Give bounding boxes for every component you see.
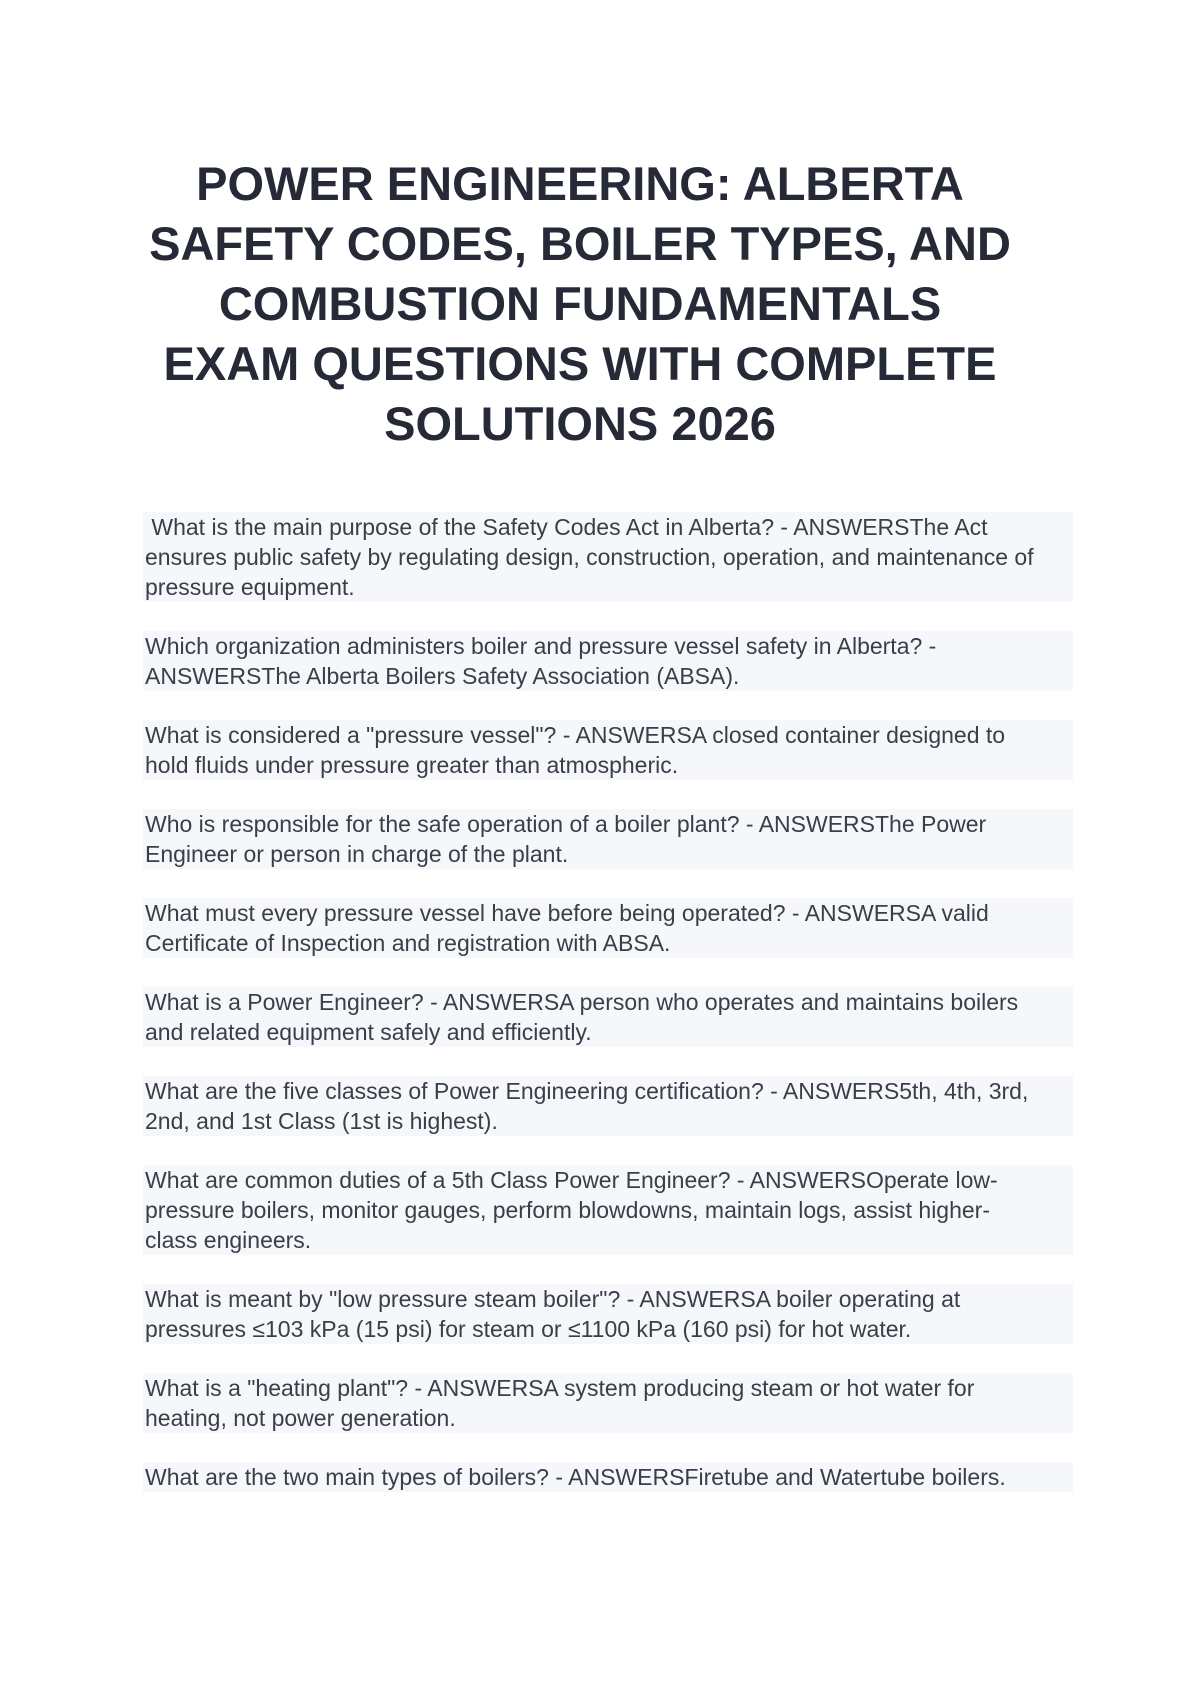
question-answer-item: What are common duties of a 5th Class Power Engineer? - ANSWERSOperate low- pressure boilers, monitor gauges, perform blowdowns, maintain logs, assist higher- class engineers. — [143, 1165, 1073, 1255]
question-answer-item: What is a Power Engineer? - ANSWERSA person who operates and maintains boilers and related equipment safely and efficiently. — [143, 987, 1073, 1047]
title-line: SAFETY CODES, BOILER TYPES, AND — [149, 217, 1011, 270]
question-answer-item: What are the five classes of Power Engineering certification? - ANSWERS5th, 4th, 3rd, 2nd, and 1st Class (1st is highest). — [143, 1076, 1073, 1136]
question-answer-item: What must every pressure vessel have before being operated? - ANSWERSA valid Certificate of Inspection and registration with ABSA. — [143, 898, 1073, 958]
question-answer-item: What is a "heating plant"? - ANSWERSA system producing steam or hot water for heating, not power generation. — [143, 1373, 1073, 1433]
document-title — [110, 154, 1050, 454]
question-answer-item: What is the main purpose of the Safety Codes Act in Alberta? - ANSWERSThe Act ensures public safety by regulating design, construction, operation, and maintenance of pressure equipment. — [143, 512, 1073, 602]
question-answer-item: Which organization administers boiler and pressure vessel safety in Alberta? - ANSWERSThe Alberta Boilers Safety Association (ABSA). — [143, 631, 1073, 691]
question-answer-item: What are the two main types of boilers? - ANSWERSFiretube and Watertube boilers. — [143, 1462, 1073, 1492]
question-answer-item: What is considered a "pressure vessel"? - ANSWERSA closed container designed to hold fluids under pressure greater than atmospheric. — [143, 720, 1073, 780]
title-line: EXAM QUESTIONS WITH COMPLETE — [163, 337, 997, 390]
title-line: SOLUTIONS 2026 — [384, 397, 776, 450]
title-line: POWER ENGINEERING: ALBERTA — [196, 157, 964, 210]
question-answer-item: What is meant by "low pressure steam boiler"? - ANSWERSA boiler operating at pressures ≤103 kPa (15 psi) for steam or ≤1100 kPa (160 psi) for hot water. — [143, 1284, 1073, 1344]
title-line: COMBUSTION FUNDAMENTALS — [218, 277, 942, 330]
question-answer-list — [143, 512, 1073, 1521]
question-answer-item: Who is responsible for the safe operation of a boiler plant? - ANSWERSThe Power Engineer or person in charge of the plant. — [143, 809, 1073, 869]
